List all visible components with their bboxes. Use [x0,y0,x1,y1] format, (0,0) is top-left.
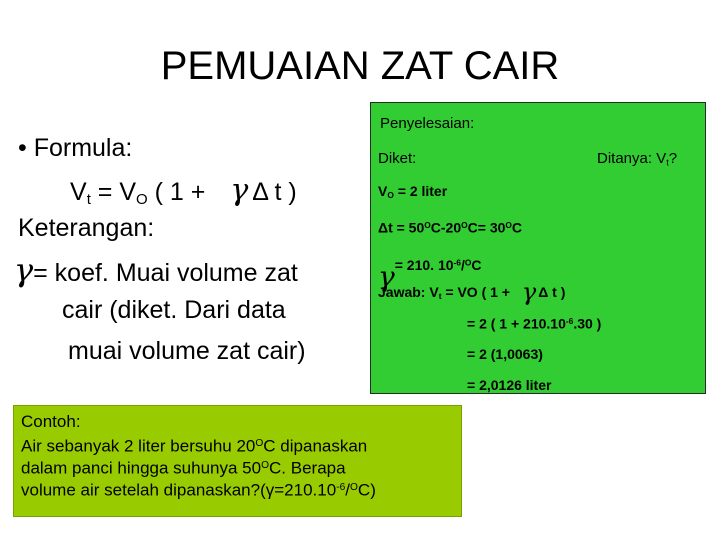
jawab-a: Jawab: V [378,284,439,300]
coef-text [395,257,482,273]
step-2: = 2 (1,0063) [467,346,543,362]
ex2-a: Air sebanyak 2 liter bersuhu 20 [21,436,256,456]
gamma-symbol: γ [230,173,249,208]
vo-rest: = 2 liter [393,183,448,199]
ditanya-q: ? [668,150,678,167]
coef-c: C [471,256,482,273]
gamma-symbol: γ [521,278,537,306]
slide-title: PEMUAIAN ZAT CAIR [160,44,560,88]
gamma-symbol: γ [378,259,395,293]
formula-line [70,173,297,215]
jawab-b: = VO ( 1 + [441,284,514,300]
coef-a: = 210. 10 [394,256,454,273]
jawab-c: Δ t ) [538,284,566,300]
solution-heading: Penyelesaian: [380,115,475,132]
gamma-description [14,251,298,289]
formula-v: V [70,178,87,206]
ditanya-label [597,150,677,171]
dt-a: Δt = 50 [378,219,425,236]
ex2-o: O [255,438,264,449]
vo-sub: O [387,190,394,201]
ex4-a: volume air setelah dipanaskan?(γ=210.10 [21,480,337,500]
dt-o3: O [505,220,512,230]
dt-b: C-20 [430,219,462,236]
example-line-4 [21,477,376,501]
gamma-symbol: γ [14,251,34,289]
coef-o: O [464,257,472,267]
ex3-a: dalam panci hingga suhunya 50 [21,458,262,478]
delta-t-line [378,216,522,237]
step1-a: = 2 ( 1 + 210.10 [467,315,566,332]
ex4-exp: -6 [336,482,346,493]
step1-exp: -6 [565,316,574,326]
ex4-o: O [349,482,358,493]
formula-label: • Formula: [18,134,133,162]
formula-rest: Δ t ) [252,178,297,206]
formula-t-sub: t [86,190,91,208]
ex4-b: / [345,480,350,500]
ex4-c: C) [357,480,376,500]
dt-c: C= 30 [467,219,506,236]
example-box [13,405,462,517]
formula-eq: = V [90,178,137,206]
gamma-desc-3: muai volume zat cair) [68,337,306,365]
example-line-2 [21,433,367,457]
gamma-desc-2: cair (diket. Dari data [62,296,286,324]
formula-paren: ( 1 + [147,178,213,206]
example-line-3 [21,455,346,479]
gamma-desc-1: = koef. Muai volume zat [33,259,298,287]
coef-b: / [460,256,465,273]
solution-box [370,102,706,394]
dt-d: C [511,219,523,236]
keterangan-label: Keterangan: [18,214,155,242]
example-heading: Contoh: [21,412,81,431]
step1-b: .30 ) [573,315,602,332]
ditanya-sub: t [666,157,669,168]
vo-line [378,182,447,204]
step-1 [467,312,601,333]
formula-o-sub: O [136,190,148,208]
ex2-b: C dipanaskan [263,436,368,456]
dt-o1: O [424,220,431,230]
vo-v: V [378,183,388,199]
jawab-line [378,278,566,306]
ditanya-text: Ditanya: V [597,150,667,167]
jawab-sub: t [438,291,442,302]
diket-label: Diket: [378,150,417,167]
ex3-b: C. Berapa [269,458,346,478]
ex3-o: O [261,460,270,471]
coef-exp: -6 [453,257,461,267]
step-3: = 2,0126 liter [467,377,552,393]
dt-o2: O [461,220,468,230]
